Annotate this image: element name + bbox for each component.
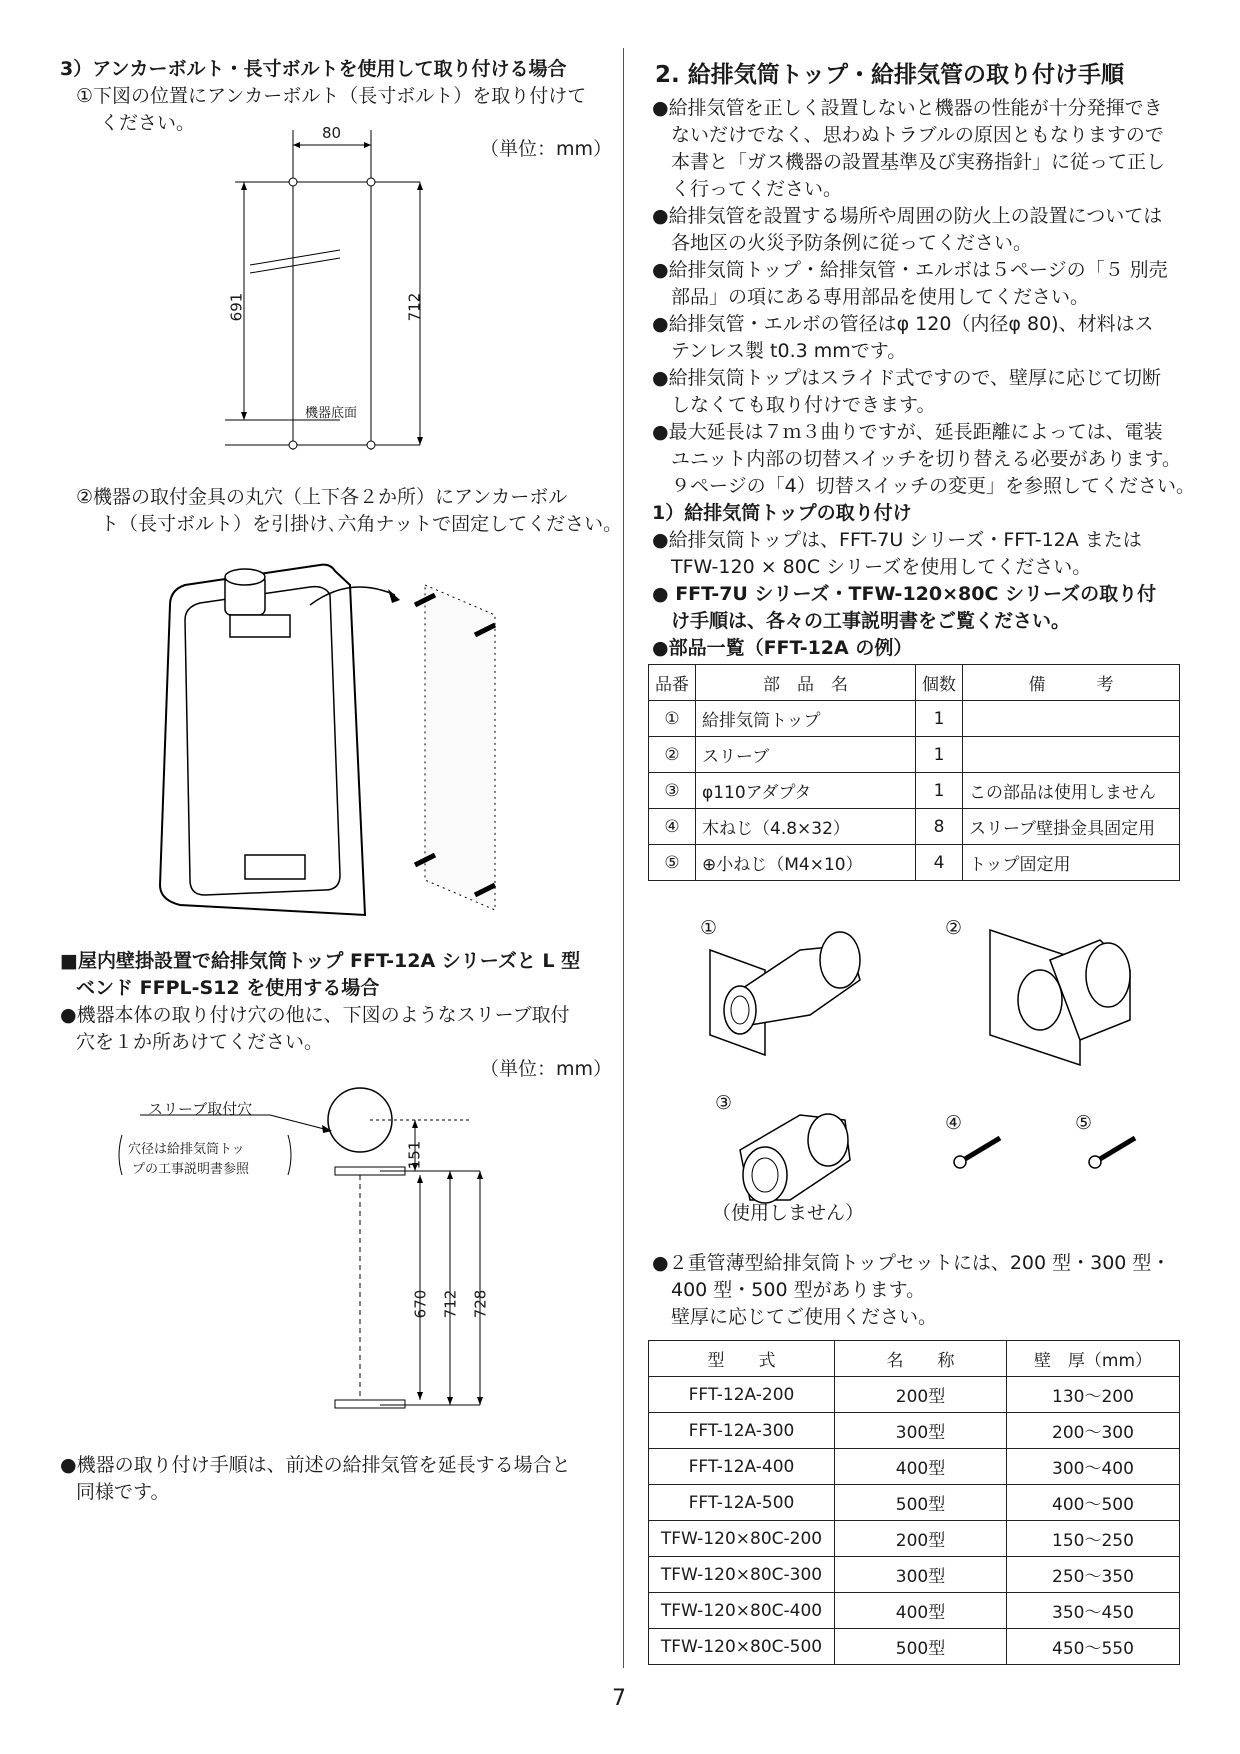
- table-row: [649, 1449, 1180, 1485]
- parts-header-no: 品番: [649, 665, 696, 701]
- sub1-bold-line2: け手順は、各々の工事説明書をご覧ください。: [652, 610, 1071, 632]
- model-cell: 200型: [835, 1377, 1007, 1413]
- table-row: [649, 1485, 1180, 1521]
- table-row: [649, 809, 1180, 845]
- model-cell: 400～500: [1007, 1485, 1180, 1521]
- dim-712-bottom: 712: [441, 1289, 460, 1319]
- table-row: [649, 701, 1180, 737]
- device-bottom-label: 機器底面: [305, 406, 358, 421]
- table-row: [649, 737, 1180, 773]
- model-cell: 500型: [835, 1485, 1007, 1521]
- step2-line1: ②機器の取付金具の丸穴（上下各２か所）にアンカーボル: [76, 486, 568, 508]
- model-cell: FFT-12A-300: [649, 1413, 835, 1449]
- parts-cell: 給排気筒トップ: [696, 701, 916, 737]
- step1-line2: ください。: [100, 112, 196, 134]
- model-cell: 200～300: [1007, 1413, 1180, 1449]
- model-cell: FFT-12A-500: [649, 1485, 835, 1521]
- parts-cell: ③: [649, 773, 696, 809]
- unit-label-2: （単位：mm）: [480, 1058, 613, 1080]
- table-row: [649, 1377, 1180, 1413]
- model-cell: TFW-120×80C-200: [649, 1521, 835, 1557]
- table-row: [649, 845, 1180, 881]
- parts-cell: [963, 737, 1180, 773]
- sub1-title: 1）給排気筒トップの取り付け: [652, 502, 912, 524]
- para-line-6: ●給排気筒トップ・給排気管・エルボは５ページの「５ 別売: [652, 259, 1168, 281]
- set-line2: 400 型・500 型があります。: [652, 1279, 926, 1301]
- model-cell: FFT-12A-200: [649, 1377, 835, 1413]
- dim-728: 728: [471, 1289, 490, 1319]
- para-line-12: ●最大延長は７ｍ３曲りですが、延長距離によっては、電装: [652, 421, 1163, 443]
- section3-title: 3）アンカーボルト・長寸ボルトを使用して取り付ける場合: [60, 58, 567, 80]
- model-cell: 500型: [835, 1629, 1007, 1665]
- model-header-wall: 壁 厚（mm）: [1007, 1341, 1180, 1377]
- model-cell: TFW-120×80C-400: [649, 1593, 835, 1629]
- main-heading: 2. 給排気筒トップ・給排気管の取り付け手順: [655, 62, 1125, 88]
- sub1-line1: ●給排気筒トップは、FFT-7U シリーズ・FFT-12A または: [652, 529, 1142, 551]
- para-line-1: ないだけでなく、思わぬトラブルの原因ともなりますので: [652, 124, 1164, 146]
- step1-line1: ①下図の位置にアンカーボルト（長寸ボルト）を取り付けて: [76, 85, 587, 107]
- parts-cell: スリーブ壁掛金具固定用: [963, 809, 1180, 845]
- model-cell: 300～400: [1007, 1449, 1180, 1485]
- model-cell: 300型: [835, 1413, 1007, 1449]
- bullet2-line1: ●機器の取り付け手順は、前述の給排気管を延長する場合と: [60, 1454, 571, 1476]
- model-cell: 400型: [835, 1593, 1007, 1629]
- sub1-line2: TFW-120 × 80C シリーズを使用してください。: [652, 556, 1092, 578]
- part-label-5: ⑤: [1075, 1112, 1093, 1134]
- model-cell: 350～450: [1007, 1593, 1180, 1629]
- dim-80: 80: [322, 124, 342, 142]
- para-line-4: ●給排気管を設置する場所や周囲の防火上の設置については: [652, 205, 1163, 227]
- parts-cell: 1: [916, 737, 963, 773]
- model-header-type: 型 式: [649, 1341, 835, 1377]
- parts-cell: 8: [916, 809, 963, 845]
- model-cell: 130～200: [1007, 1377, 1180, 1413]
- parts-cell: ①: [649, 701, 696, 737]
- parts-cell: 4: [916, 845, 963, 881]
- column-divider: [623, 48, 624, 1668]
- para-line-10: ●給排気筒トップはスライド式ですので、壁厚に応じて切断: [652, 367, 1162, 389]
- set-line3: 壁厚に応じてご使用ください。: [652, 1306, 938, 1328]
- parts-cell: スリーブ: [696, 737, 916, 773]
- model-cell: 300型: [835, 1557, 1007, 1593]
- sleeve-hole-diagram: [110, 1075, 490, 1415]
- bullet1-line1: ●機器本体の取り付け穴の他に、下図のようなスリーブ取付: [60, 1004, 570, 1026]
- step2-line2: ト（長寸ボルト）を引掛け､六角ナットで固定してください。: [100, 513, 623, 535]
- parts-cell: 1: [916, 701, 963, 737]
- page-number: 7: [612, 1686, 626, 1711]
- para-line-7: 部品」の項にある専用部品を使用してください。: [652, 286, 1090, 308]
- part2-sleeve-illustration: [980, 920, 1140, 1070]
- section-box-line2: ベンド FFPL-S12 を使用する場合: [76, 977, 380, 999]
- parts-cell: ⊕小ねじ（M4×10）: [696, 845, 916, 881]
- para-line-11: しなくても取り付けできます。: [652, 394, 936, 416]
- sleeve-hole-label: スリーブ取付穴: [148, 1100, 253, 1118]
- table-row: [649, 1521, 1180, 1557]
- parts-cell: ④: [649, 809, 696, 845]
- parts-header-qty: 個数: [916, 665, 963, 701]
- table-row: [649, 1629, 1180, 1665]
- table-row: [649, 1413, 1180, 1449]
- parts-table: [648, 664, 1180, 881]
- table-row: [649, 1557, 1180, 1593]
- unit-label-1: （単位：mm）: [480, 138, 613, 160]
- parts-cell: [963, 701, 1180, 737]
- part-label-4: ④: [945, 1112, 963, 1134]
- dim-151: 151: [405, 1140, 424, 1170]
- model-cell: 400型: [835, 1449, 1007, 1485]
- table-row: [649, 773, 1180, 809]
- device-mount-illustration: [130, 545, 510, 915]
- bullet1-line2: 穴を１か所あけてください。: [76, 1031, 324, 1053]
- parts-list-title: ●部品一覧（FFT-12A の例）: [652, 637, 913, 659]
- sleeve-note-line2: プの工事説明書参照: [132, 1162, 250, 1177]
- part4-wood-screw-icon: [950, 1130, 1010, 1170]
- parts-header-note: 備 考: [963, 665, 1180, 701]
- model-cell: FFT-12A-400: [649, 1449, 835, 1485]
- part1-top-illustration: [700, 920, 870, 1060]
- model-cell: 450～550: [1007, 1629, 1180, 1665]
- parts-header-name: 部 品 名: [696, 665, 916, 701]
- part3-adapter-illustration: [720, 1100, 860, 1210]
- para-line-13: ユニット内部の切替スイッチを切り替える必要があります。: [652, 448, 1181, 470]
- parts-table-header: [649, 665, 1180, 701]
- part5-machine-screw-icon: [1085, 1130, 1145, 1170]
- set-line1: ●２重管薄型給排気筒トップセットには、200 型・300 型・: [652, 1252, 1171, 1274]
- para-line-0: ●給排気管を正しく設置しないと機器の性能が十分発揮でき: [652, 97, 1163, 119]
- parts-cell: ⑤: [649, 845, 696, 881]
- parts-cell: トップ固定用: [963, 845, 1180, 881]
- model-table-header: [649, 1341, 1180, 1377]
- parts-cell: φ110アダプタ: [696, 773, 916, 809]
- part-label-3: ③: [715, 1092, 733, 1114]
- dim-712-top: 712: [405, 292, 424, 322]
- model-table: [648, 1340, 1180, 1665]
- table-row: [649, 1593, 1180, 1629]
- parts-cell: 1: [916, 773, 963, 809]
- model-cell: TFW-120×80C-500: [649, 1629, 835, 1665]
- part-label-2: ②: [945, 917, 963, 939]
- dim-691: 691: [227, 292, 246, 322]
- sleeve-note-line1: 穴径は給排気筒トッ: [128, 1142, 245, 1157]
- parts-cell: この部品は使用しません: [963, 773, 1180, 809]
- model-cell: 150～250: [1007, 1521, 1180, 1557]
- part3-unused-note: （使用しません）: [712, 1202, 865, 1224]
- section-box-line1: ■屋内壁掛設置で給排気筒トップ FFT-12A シリーズと L 型: [60, 950, 581, 972]
- para-line-5: 各地区の火災予防条例に従ってください。: [652, 232, 1033, 254]
- bullet2-line2: 同様です。: [76, 1481, 170, 1503]
- part-label-1: ①: [700, 917, 718, 939]
- sub1-bold-line1: ● FFT-7U シリーズ・TFW-120×80C シリーズの取り付: [652, 583, 1157, 605]
- model-header-name: 名 称: [835, 1341, 1007, 1377]
- model-cell: TFW-120×80C-300: [649, 1557, 835, 1593]
- para-line-9: テンレス製 t0.3 mmです。: [652, 340, 907, 362]
- para-line-3: く行ってください。: [652, 178, 843, 200]
- model-cell: 250～350: [1007, 1557, 1180, 1593]
- para-line-8: ●給排気管・エルボの管径はφ 120（内径φ 80)、材料はス: [652, 313, 1154, 335]
- para-line-14: ９ページの「4）切替スイッチの変更」を参照してください。: [652, 475, 1195, 497]
- dim-670: 670: [411, 1289, 430, 1319]
- model-cell: 200型: [835, 1521, 1007, 1557]
- parts-cell: 木ねじ（4.8×32）: [696, 809, 916, 845]
- parts-cell: ②: [649, 737, 696, 773]
- para-line-2: 本書と「ガス機器の設置基準及び実務指針」に従って正し: [652, 151, 1166, 173]
